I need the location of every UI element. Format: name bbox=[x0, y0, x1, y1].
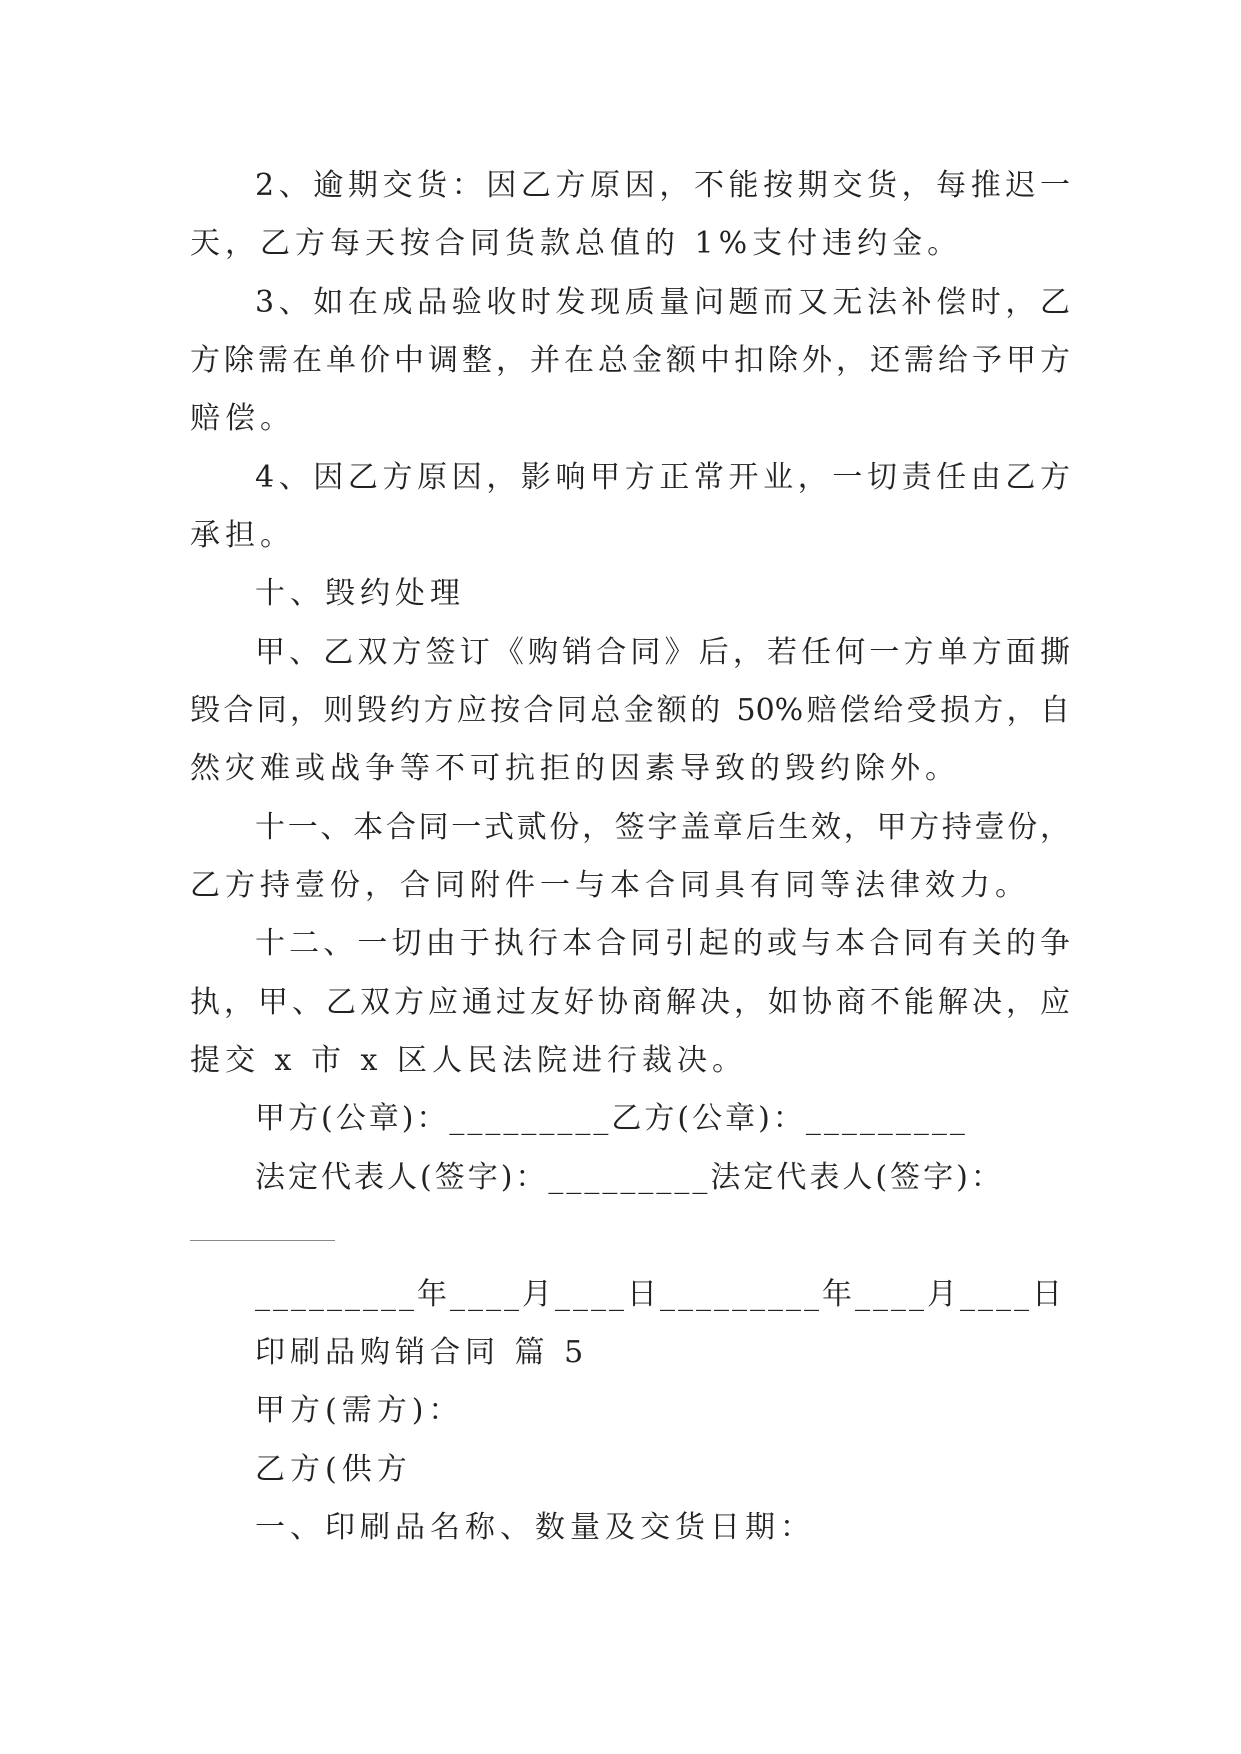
paragraph-line: 十二、一切由于执行本合同引起的或与本合同有关的争 bbox=[255, 926, 1070, 961]
paragraph-line: 3、如在成品验收时发现质量问题而又无法补偿时，乙 bbox=[255, 285, 1070, 320]
paragraph-line: 甲、乙双方签订《购销合同》后，若任何一方单方面撕 bbox=[255, 635, 1070, 670]
party-b-line: 乙方(供方 bbox=[255, 1452, 412, 1487]
paragraph-line: 乙方持壹份，合同附件一与本合同具有同等法律效力。 bbox=[190, 868, 1030, 903]
paragraph-line: 天，乙方每天按合同货款总值的 1%支付违约金。 bbox=[190, 226, 963, 261]
paragraph-line: 方除需在单价中调整，并在总金额中扣除外，还需给予甲方 bbox=[190, 343, 1070, 378]
party-seal-line: 甲方(公章)：_________乙方(公章)：_________ bbox=[255, 1101, 968, 1136]
section-heading: 一、印刷品名称、数量及交货日期： bbox=[255, 1510, 815, 1545]
paragraph-line: 2、逾期交货：因乙方原因，不能按期交货，每推迟一 bbox=[255, 168, 1070, 203]
contract-title: 印刷品购销合同 篇 5 bbox=[255, 1335, 589, 1370]
paragraph-line: 提交 x 市 x 区人民法院进行裁决。 bbox=[190, 1043, 747, 1078]
date-line: _________年____月____日_________年____月____日 bbox=[255, 1277, 1065, 1312]
party-a-line: 甲方(需方)： bbox=[255, 1393, 464, 1428]
paragraph-line: 执，甲、乙双方应通过友好协商解决，如协商不能解决，应 bbox=[190, 985, 1070, 1020]
paragraph-line: 4、因乙方原因，影响甲方正常开业，一切责任由乙方 bbox=[255, 460, 1070, 495]
paragraph-line: 十一、本合同一式贰份，签字盖章后生效，甲方持壹份， bbox=[255, 810, 1070, 845]
paragraph-line: 赔偿。 bbox=[190, 401, 295, 436]
section-heading: 十、毁约处理 bbox=[255, 576, 465, 611]
signature-blank-underline bbox=[190, 1240, 335, 1241]
paragraph-line: 然灾难或战争等不可抗拒的因素导致的毁约除外。 bbox=[190, 751, 960, 786]
paragraph-line: 毁合同，则毁约方应按合同总金额的 50%赔偿给受损方，自 bbox=[190, 693, 1070, 728]
legal-representative-line: 法定代表人(签字)：_________法定代表人(签字)： bbox=[255, 1160, 1004, 1195]
paragraph-line: 承担。 bbox=[190, 518, 295, 553]
